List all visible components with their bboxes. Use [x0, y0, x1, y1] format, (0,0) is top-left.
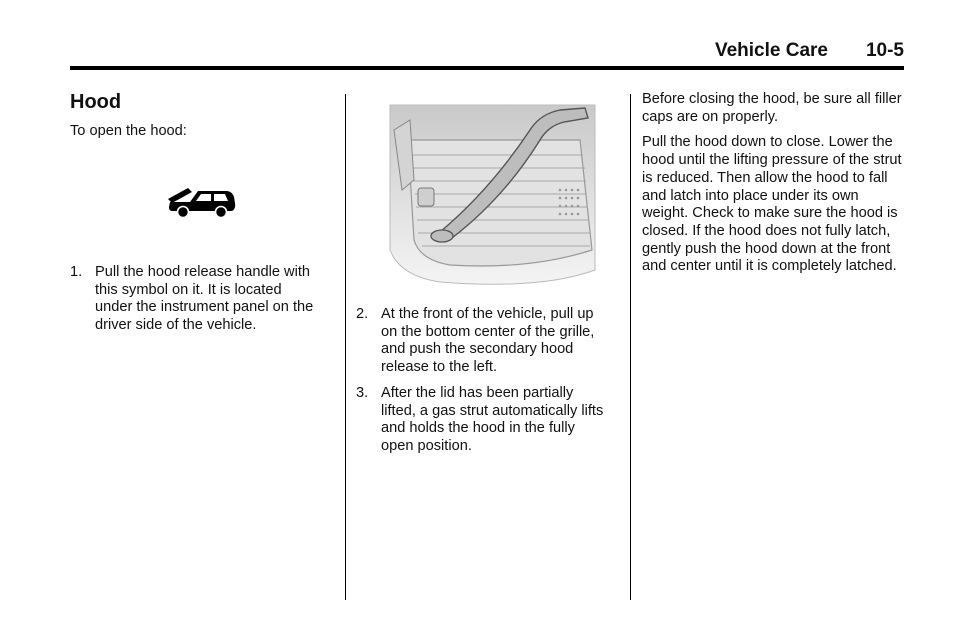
section-heading: Hood [70, 91, 122, 113]
column-divider-1 [345, 94, 346, 600]
step-2 [356, 306, 606, 377]
step-text: After the lid has been partially lifted, a gas strut automatically lifts and holds the hood in the fully open position. [381, 384, 604, 454]
column-divider-2 [630, 94, 631, 600]
column-3 [642, 91, 904, 284]
step-number: 1. [70, 264, 83, 280]
page-number: 10-5 [865, 40, 904, 61]
intro-text: To open the hood: [70, 123, 187, 139]
column-2 [356, 306, 606, 464]
step-number: 3. [356, 384, 369, 401]
column-1 [70, 90, 320, 149]
step-number: 2. [356, 306, 369, 322]
step-1 [70, 264, 320, 335]
page-header [70, 36, 904, 70]
paragraph: Before closing the hood, be sure all filler caps are on properly. [642, 91, 902, 125]
step-3 [356, 385, 606, 456]
hood-release-car-icon [166, 186, 238, 218]
paragraph: Pull the hood down to close. Lower the hood until the lifting pressure of the strut is reduced. Then allow the hood to fall and latch into place under its own weight. Check to make sure the hood is closed. If the hood does not fully latch, gently push the hood down at the front and center until it is completely latched. [642, 134, 902, 275]
step-text: Pull the hood release handle with this symbol on it. It is located under the instrument panel on the driver side of the vehicle. [95, 264, 314, 334]
column-1-steps [70, 264, 320, 343]
section-title: Vehicle Care [714, 40, 828, 61]
step-text: At the front of the vehicle, pull up on the bottom center of the grille, and push the secondary hood release to the left. [381, 306, 595, 376]
hood-latch-illustration [380, 100, 600, 290]
